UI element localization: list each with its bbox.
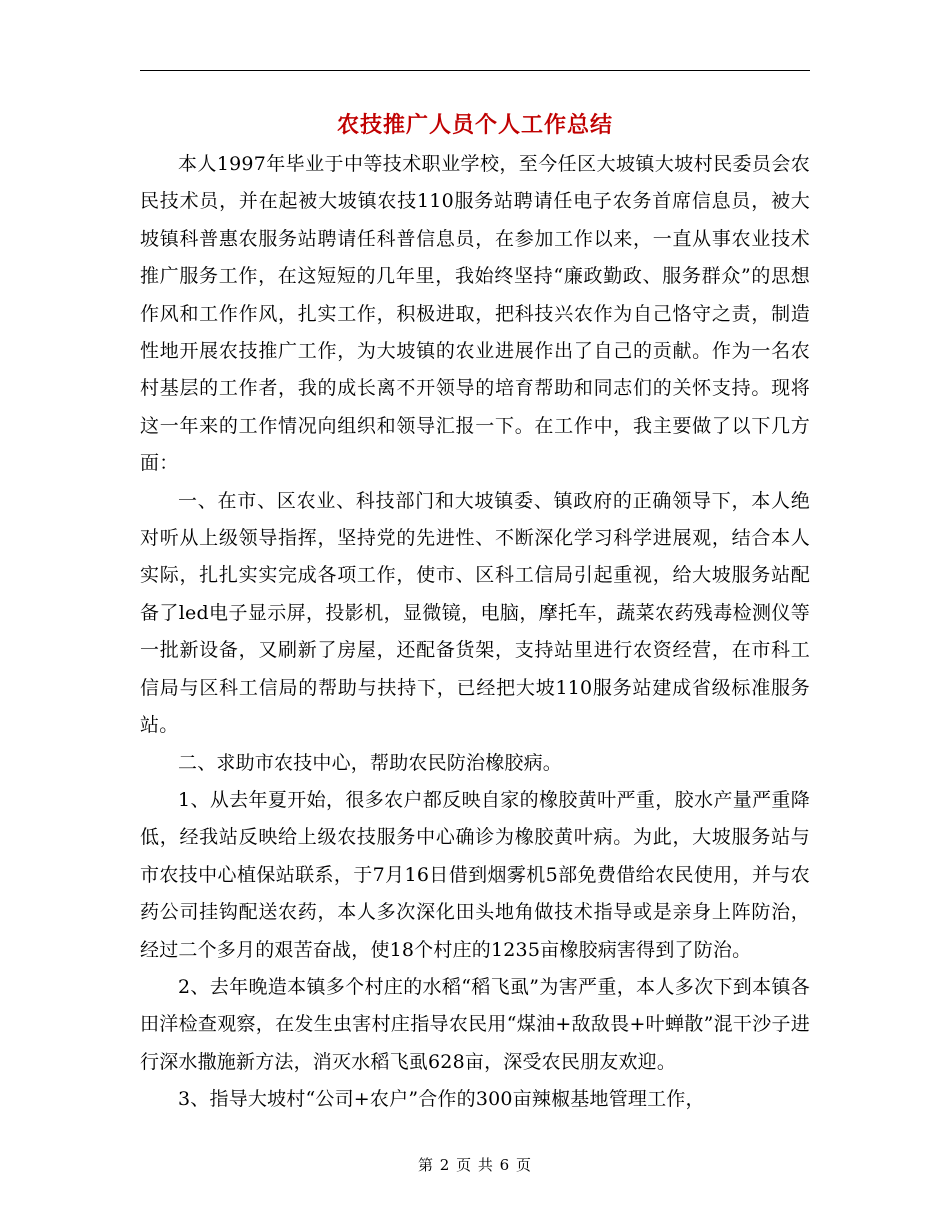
document-title: 农技推广人员个人工作总结 bbox=[336, 113, 613, 138]
document-body bbox=[140, 146, 810, 1119]
page-number-footer: 第 2 页 共 6 页 bbox=[418, 1156, 532, 1174]
header-rule bbox=[140, 70, 810, 71]
paragraph-item-2: 2、去年晚造本镇多个村庄的水稻“稻飞虱”为害严重，本人多次下到本镇各田洋检查观察，在发生虫害村庄指导农民用“煤油+敌敌畏+叶蝉散”混干沙子进行深水撒施新方法，消灭水稻飞虱628亩，深受农民朋友欢迎。 bbox=[140, 975, 810, 1073]
paragraph-section-2-heading: 二、求助市农技中心，帮助农民防治橡胶病。 bbox=[178, 751, 563, 774]
paragraph-intro: 本人1997年毕业于中等技术职业学校，至今任区大坡镇大坡村民委员会农民技术员，并在起被大坡镇农技110服务站聘请任电子农务首席信息员，被大坡镇科普惠农服务站聘请任科普信息员，在参加工作以来，一直从事农业技术推广服务工作，在这短短的几年里，我始终坚持“廉政勤政、服务群众”的思想作风和工作作风，扎实工作，积极进取，把科技兴农作为自己恪守之责，制造性地开展农技推广工作，为大坡镇的农业进展作出了自己的贡献。作为一名农村基层的工作者，我的成长离不开领导的培育帮助和同志们的关怀支持。现将这一年来的工作情况向组织和领导汇报一下。在工作中，我主要做了以下几方面： bbox=[140, 153, 810, 475]
paragraph-section-1: 一、在市、区农业、科技部门和大坡镇委、镇政府的正确领导下，本人绝对听从上级领导指挥，坚持党的先进性、不断深化学习科学进展观，结合本人实际，扎扎实实完成各项工作，使市、区科工信局引起重视，给大坡服务站配备了led电子显示屏，投影机，显微镜，电脑，摩托车，蔬菜农药残毒检测仪等一批新设备，又刷新了房屋，还配备货架，支持站里进行农资经营，在市科工信局与区科工信局的帮助与扶持下，已经把大坡110服务站建成省级标准服务站。 bbox=[140, 489, 810, 737]
paragraph-item-3: 3、指导大坡村“公司+农户”合作的300亩辣椒基地管理工作， bbox=[178, 1088, 705, 1111]
paragraph-item-1: 1、从去年夏开始，很多农户都反映自家的橡胶黄叶严重，胶水产量严重降低，经我站反映给上级农技服务中心确诊为橡胶黄叶病。为此，大坡服务站与市农技中心植保站联系，于7月16日借到烟雾机5部免费借给农民使用，并与农药公司挂钩配送农药，本人多次深化田头地角做技术指导或是亲身上阵防治，经过二个多月的艰苦奋战，使18个村庄的1235亩橡胶病害得到了防治。 bbox=[140, 788, 810, 961]
